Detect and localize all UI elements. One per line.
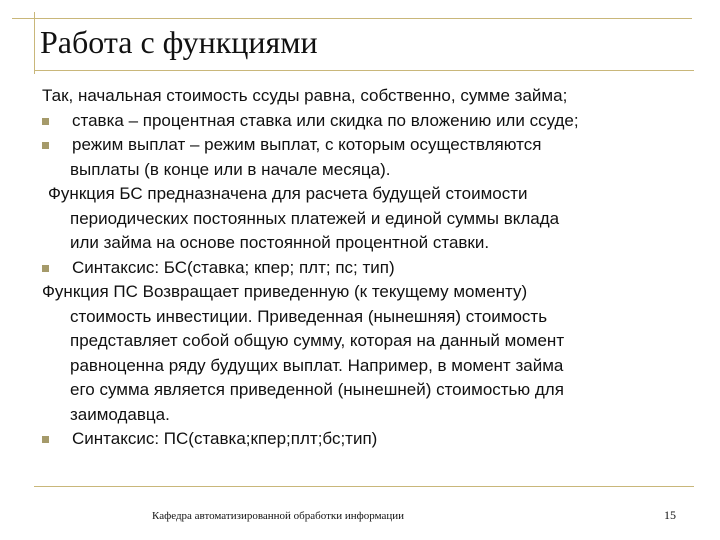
bullet-square-icon [42,118,49,125]
body-line: Так, начальная стоимость ссуды равна, собственно, сумме займа; [42,86,568,105]
body-line: периодических постоянных платежей и единой суммы вклада [70,208,560,228]
slide-body [42,84,692,452]
bullet-text: ставка – процентная ставка или скидка по вложению или ссуде; [72,110,579,130]
top-frame-line [12,18,692,19]
title-underline [34,70,694,71]
body-line: Функция БС предназначена для расчета будущей стоимости [48,184,528,203]
bullet-square-icon [42,436,49,443]
bullet-item [42,256,692,281]
bullet-item [42,109,692,134]
bullet-text: Синтаксис: ПС(ставка;кпер;плт;бс;тип) [72,429,378,448]
body-line: Функция ПС Возвращает приведенную (к текущему моменту) [42,282,528,301]
bullet-item [42,133,692,158]
footer-rule [34,486,694,487]
body-line: выплаты (в конце или в начале месяца). [70,159,391,179]
bullet-item [42,427,692,452]
body-line: его сумма является приведенной (нынешней) стоимостью для [70,380,564,399]
footer-text: Кафедра автоматизированной обработки информации [152,510,405,522]
body-line: заимодавца. [70,404,170,424]
bullet-square-icon [42,265,49,272]
body-line: равноценна ряду будущих выплат. Например, в момент займа [70,355,564,375]
body-line: или займа на основе постоянной процентной ставки. [70,233,490,252]
bullet-text: режим выплат – режим выплат, с которым осуществляются [72,135,542,154]
bullet-text: Синтаксис: БС(ставка; кпер; плт; пс; тип) [72,257,395,277]
body-line: стоимость инвестиции. Приведенная (нынешняя) стоимость [70,306,548,326]
title-vertical-rule [34,12,35,74]
page-number: 15 [664,508,676,522]
body-line: представляет собой общую сумму, которая на данный момент [70,331,565,350]
slide-title: Работа с функциями [40,24,318,60]
bullet-square-icon [42,142,49,149]
